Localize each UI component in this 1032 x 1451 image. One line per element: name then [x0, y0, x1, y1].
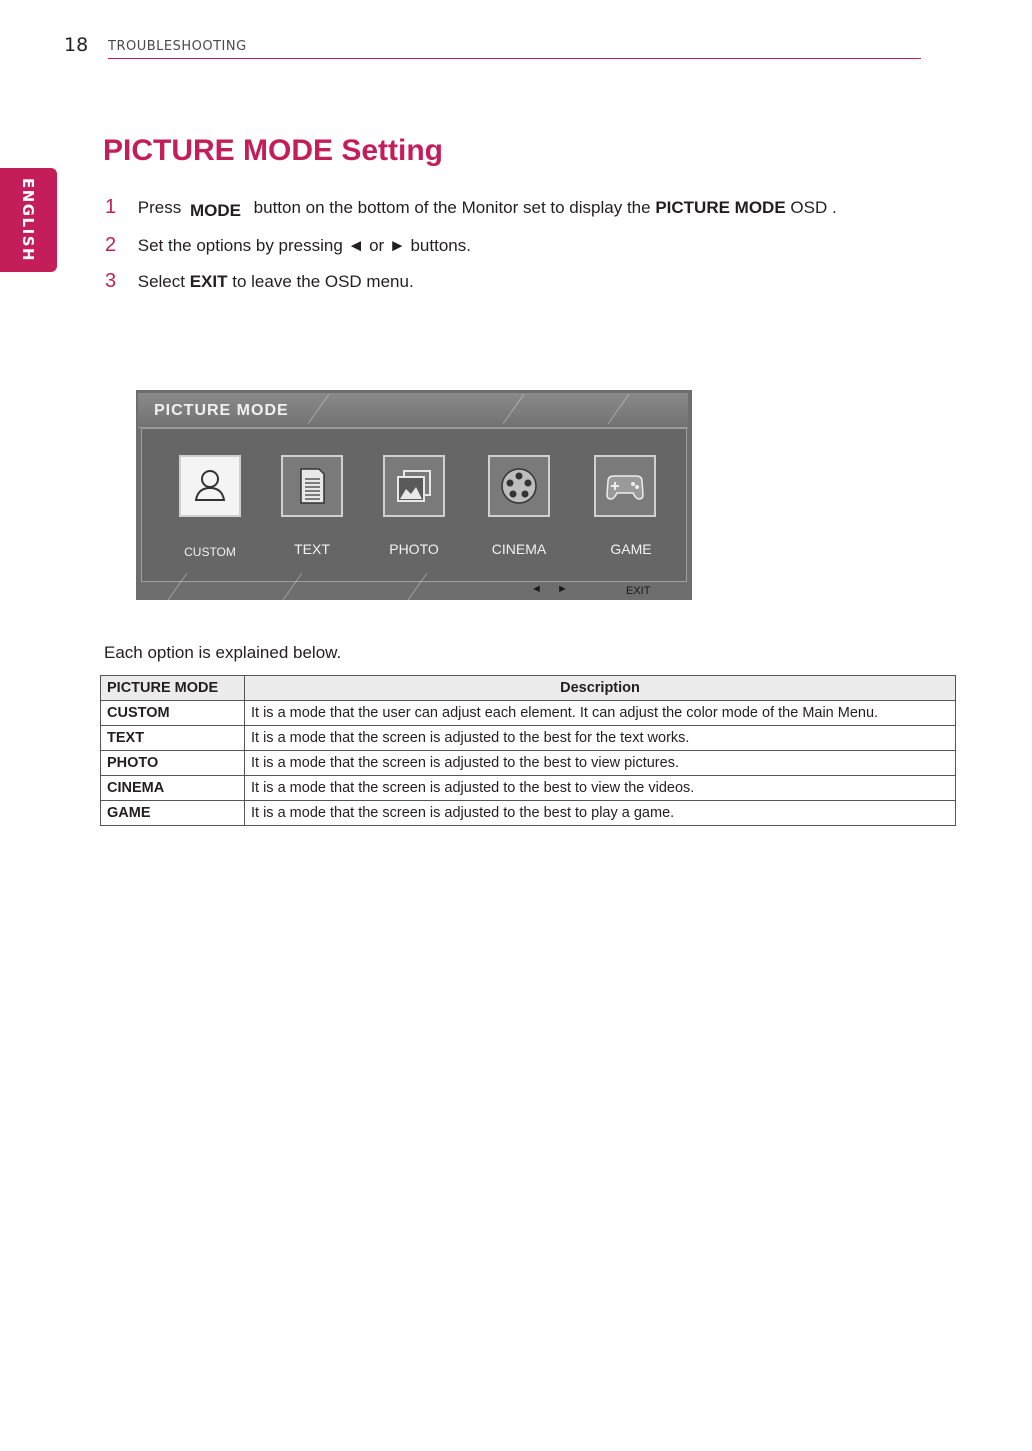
cinema-mode-button[interactable] — [488, 455, 550, 517]
mode-cell: TEXT — [101, 726, 245, 751]
custom-mode-label: CUSTOM — [184, 545, 236, 559]
osd-title-bar — [138, 393, 688, 428]
step-3 — [105, 270, 414, 293]
step-number: 2 — [105, 234, 117, 256]
table-header-row — [101, 676, 956, 701]
description-cell: It is a mode that the screen is adjusted to the best to view the videos. — [245, 776, 956, 801]
step-1 — [105, 196, 837, 219]
section-label: TROUBLESHOOTING — [108, 39, 247, 54]
custom-mode-button[interactable] — [179, 455, 241, 517]
gamepad-icon — [596, 457, 654, 515]
step-number: 1 — [105, 196, 117, 218]
photo-icon — [385, 457, 443, 515]
step-bold-text: EXIT — [189, 272, 228, 291]
step-2 — [105, 234, 471, 257]
step-text: Press — [137, 198, 182, 217]
gloss-line — [608, 394, 629, 424]
table-row — [101, 801, 956, 826]
mode-cell: CUSTOM — [101, 701, 245, 726]
description-cell: It is a mode that the screen is adjusted to the best to view pictures. — [245, 751, 956, 776]
table-row — [101, 751, 956, 776]
game-mode-label: GAME — [610, 541, 652, 557]
language-tab — [0, 168, 57, 272]
step-text: OSD . — [790, 198, 837, 217]
step-text: Select — [137, 272, 185, 291]
text-mode-button[interactable] — [281, 455, 343, 517]
mode-cell: GAME — [101, 801, 245, 826]
osd-bottom-bar — [136, 580, 692, 600]
step-number: 3 — [105, 270, 117, 292]
picture-mode-osd — [136, 390, 692, 600]
film-reel-icon — [490, 457, 548, 515]
table-row — [101, 701, 956, 726]
osd-options-panel — [141, 428, 687, 582]
gloss-line — [308, 394, 329, 424]
table-row — [101, 726, 956, 751]
column-header: PICTURE MODE — [101, 676, 245, 701]
gloss-line — [503, 394, 524, 424]
game-mode-button[interactable] — [594, 455, 656, 517]
document-icon — [283, 457, 341, 515]
step-text: button on the bottom of the Monitor set to display the — [253, 198, 651, 217]
header-rule — [108, 58, 921, 59]
person-icon — [181, 457, 239, 515]
photo-mode-label: PHOTO — [389, 541, 439, 557]
page-number: 18 — [64, 34, 89, 56]
explain-text: Each option is explained below. — [104, 643, 342, 662]
step-text: to leave the OSD menu. — [232, 272, 414, 291]
column-header: Description — [245, 676, 956, 701]
description-cell: It is a mode that the screen is adjusted to the best for the text works. — [245, 726, 956, 751]
page-title: PICTURE MODE Setting — [103, 134, 444, 167]
mode-cell: CINEMA — [101, 776, 245, 801]
exit-button[interactable]: EXIT — [626, 585, 651, 597]
table-row — [101, 776, 956, 801]
cinema-mode-label: CINEMA — [491, 541, 547, 557]
left-arrow-button[interactable]: ◄ — [531, 583, 542, 595]
language-tab-label: ENGLISH — [19, 177, 37, 263]
picture-mode-table — [100, 675, 956, 826]
mode-key-label: MODE — [189, 201, 241, 220]
mode-cell: PHOTO — [101, 751, 245, 776]
text-mode-label: TEXT — [294, 541, 330, 557]
step-bold-text: PICTURE MODE — [655, 198, 786, 217]
step-text: Set the options by pressing ◄ or ► buttons. — [137, 236, 471, 255]
photo-mode-button[interactable] — [383, 455, 445, 517]
right-arrow-button[interactable]: ► — [557, 583, 568, 595]
description-cell: It is a mode that the user can adjust each element. It can adjust the color mode of the Main Menu. — [245, 701, 956, 726]
description-cell: It is a mode that the screen is adjusted to the best to play a game. — [245, 801, 956, 826]
osd-title: PICTURE MODE — [154, 402, 289, 419]
